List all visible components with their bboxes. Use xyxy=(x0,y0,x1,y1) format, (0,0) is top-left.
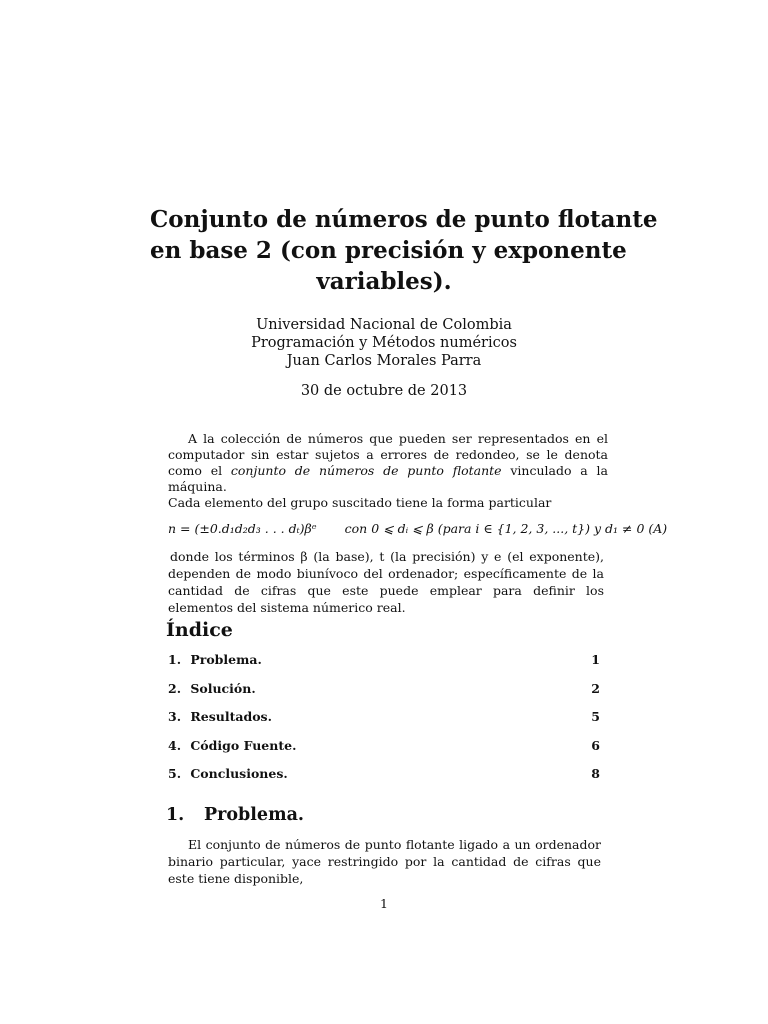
author-block xyxy=(200,316,568,370)
abstract-paragraph: donde los términos β (la base), t (la precisión) y e (el exponente), dependen de modo biunívoco del ordenador; específicamente de la cantidad de cifras que este puede emplear para definir los elementos del sistema númerico real. xyxy=(168,549,604,615)
toc-entry-page: 5 xyxy=(591,709,600,724)
table-of-contents xyxy=(168,651,600,794)
toc-entry-label: Conclusiones. xyxy=(190,766,288,781)
toc-entry-label: Código Fuente. xyxy=(190,737,297,753)
title-line: en base 2 (con precisión y exponente xyxy=(150,237,627,264)
title-line: Conjunto de números de punto flotante xyxy=(150,206,658,233)
toc-entry[interactable] xyxy=(168,737,600,766)
paper-title xyxy=(150,204,658,297)
abstract-text: vinculado a la máquina. xyxy=(168,463,608,494)
section-heading xyxy=(166,803,304,827)
abstract-paragraph: Cada elemento del grupo suscitado tiene la forma particular xyxy=(168,495,552,510)
section-paragraph: El conjunto de números de punto flotante ligado a un ordenador binario particular, yace restringido por la cantidad de cifras que este tiene disponible, xyxy=(168,837,601,886)
section-title: Problema. xyxy=(204,805,305,825)
toc-entry-label: Resultados. xyxy=(190,709,272,724)
toc-entry-number: 4. xyxy=(168,737,182,753)
toc-entry-page: 2 xyxy=(591,680,600,696)
author-name: Juan Carlos Morales Parra xyxy=(286,353,482,369)
toc-entry[interactable] xyxy=(168,708,600,737)
formula-a xyxy=(168,521,668,537)
formula-lhs: n = (±0.d₁d₂d₃ . . . dₜ)βᵉ xyxy=(168,521,317,536)
abstract xyxy=(168,431,608,511)
publication-date: 30 de octubre de 2013 xyxy=(300,383,468,399)
abstract-emphasis: conjunto de números de punto flotante xyxy=(230,463,502,478)
course-name: Programación y Métodos numéricos xyxy=(251,335,517,351)
toc-entry-page: 8 xyxy=(591,766,600,781)
toc-entry[interactable] xyxy=(168,765,600,794)
section-number: 1. xyxy=(166,805,185,825)
title-line: variables). xyxy=(316,268,452,295)
toc-entry-number: 3. xyxy=(168,709,182,724)
affiliation: Universidad Nacional de Colombia xyxy=(256,317,512,333)
page-number: 1 xyxy=(380,896,388,911)
toc-entry-number: 2. xyxy=(168,680,182,696)
formula-condition: con 0 ⩽ dᵢ ⩽ β (para i ∈ {1, 2, 3, ..., t}) y d₁ ≠ 0 (A) xyxy=(344,521,668,536)
toc-entry-page: 6 xyxy=(591,737,600,753)
toc-entry-label: Problema. xyxy=(190,652,262,667)
toc-entry-page: 1 xyxy=(591,652,600,667)
toc-entry-label: Solución. xyxy=(190,680,256,696)
toc-entry-number: 1. xyxy=(168,652,182,667)
abstract-paragraph xyxy=(168,431,608,495)
toc-title: Índice xyxy=(166,619,233,641)
toc-entry[interactable] xyxy=(168,651,600,680)
abstract-text: A la colección de números que pueden ser representados en el computador sin estar sujetos a errores de redondeo, se le denota como el xyxy=(168,431,608,478)
toc-entry[interactable] xyxy=(168,680,600,709)
toc-entry-number: 5. xyxy=(168,766,182,781)
